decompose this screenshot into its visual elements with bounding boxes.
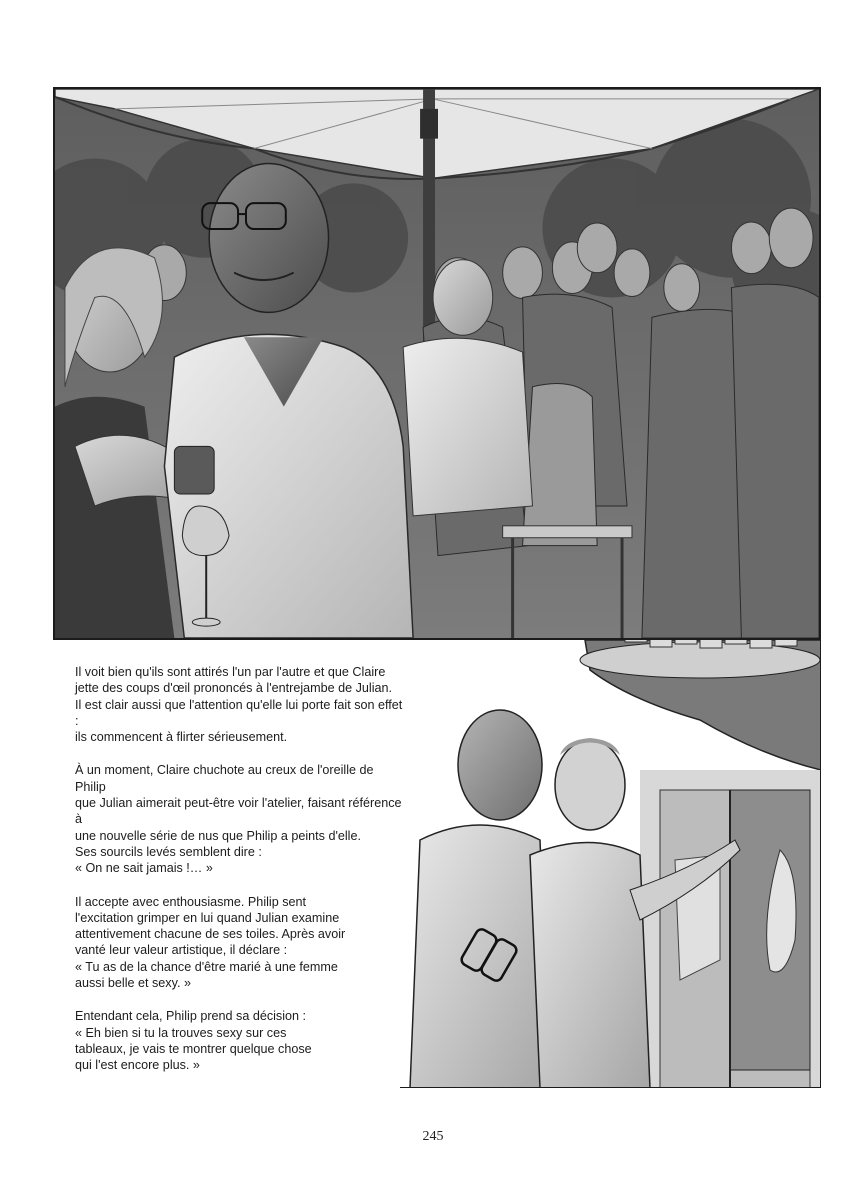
comic-panel-studio <box>400 640 821 1088</box>
panel-border-right <box>820 640 821 1088</box>
studio-illustration <box>400 640 821 1088</box>
comic-panel-party <box>53 87 821 640</box>
narration-paragraph: Il voit bien qu'ils sont attirés l'un par l'autre et que Claire jette des coups d'œil prononcés à l'entrejambe de Julian. Il est clair aussi que l'attention qu'elle lui porte fait son effet : ils commencent à flirter sérieusement. <box>75 665 403 745</box>
party-illustration <box>55 89 819 638</box>
panel-border-bottom <box>400 1087 821 1088</box>
narration-paragraph: Il accepte avec enthousiasme. Philip sent l'excitation grimper en lui quand Julian examine attentivement chacune de ses toiles. Après avoir vanté leur valeur artistique, il déclare : « Tu as de la chance d'être marié à une femme aussi belle et sexy. » <box>75 894 346 991</box>
door-frame <box>640 770 821 1088</box>
page-number: 245 <box>422 1129 444 1144</box>
narration-text-block <box>75 664 405 1091</box>
narration-paragraph: À un moment, Claire chuchote au creux de l'oreille de Philip que Julian aimerait peut-être voir l'atelier, faisant référence à une nouvelle série de nus que Philip a peints d'elle. Ses sourcils levés semblent dire : « On ne sait jamais !… » <box>75 763 402 876</box>
narration-paragraph: Entendant cela, Philip prend sa décision : « Eh bien si tu la trouves sexy sur ces tableaux, je vais te montrer quelque chose qui l'est encore plus. » <box>75 1009 312 1073</box>
